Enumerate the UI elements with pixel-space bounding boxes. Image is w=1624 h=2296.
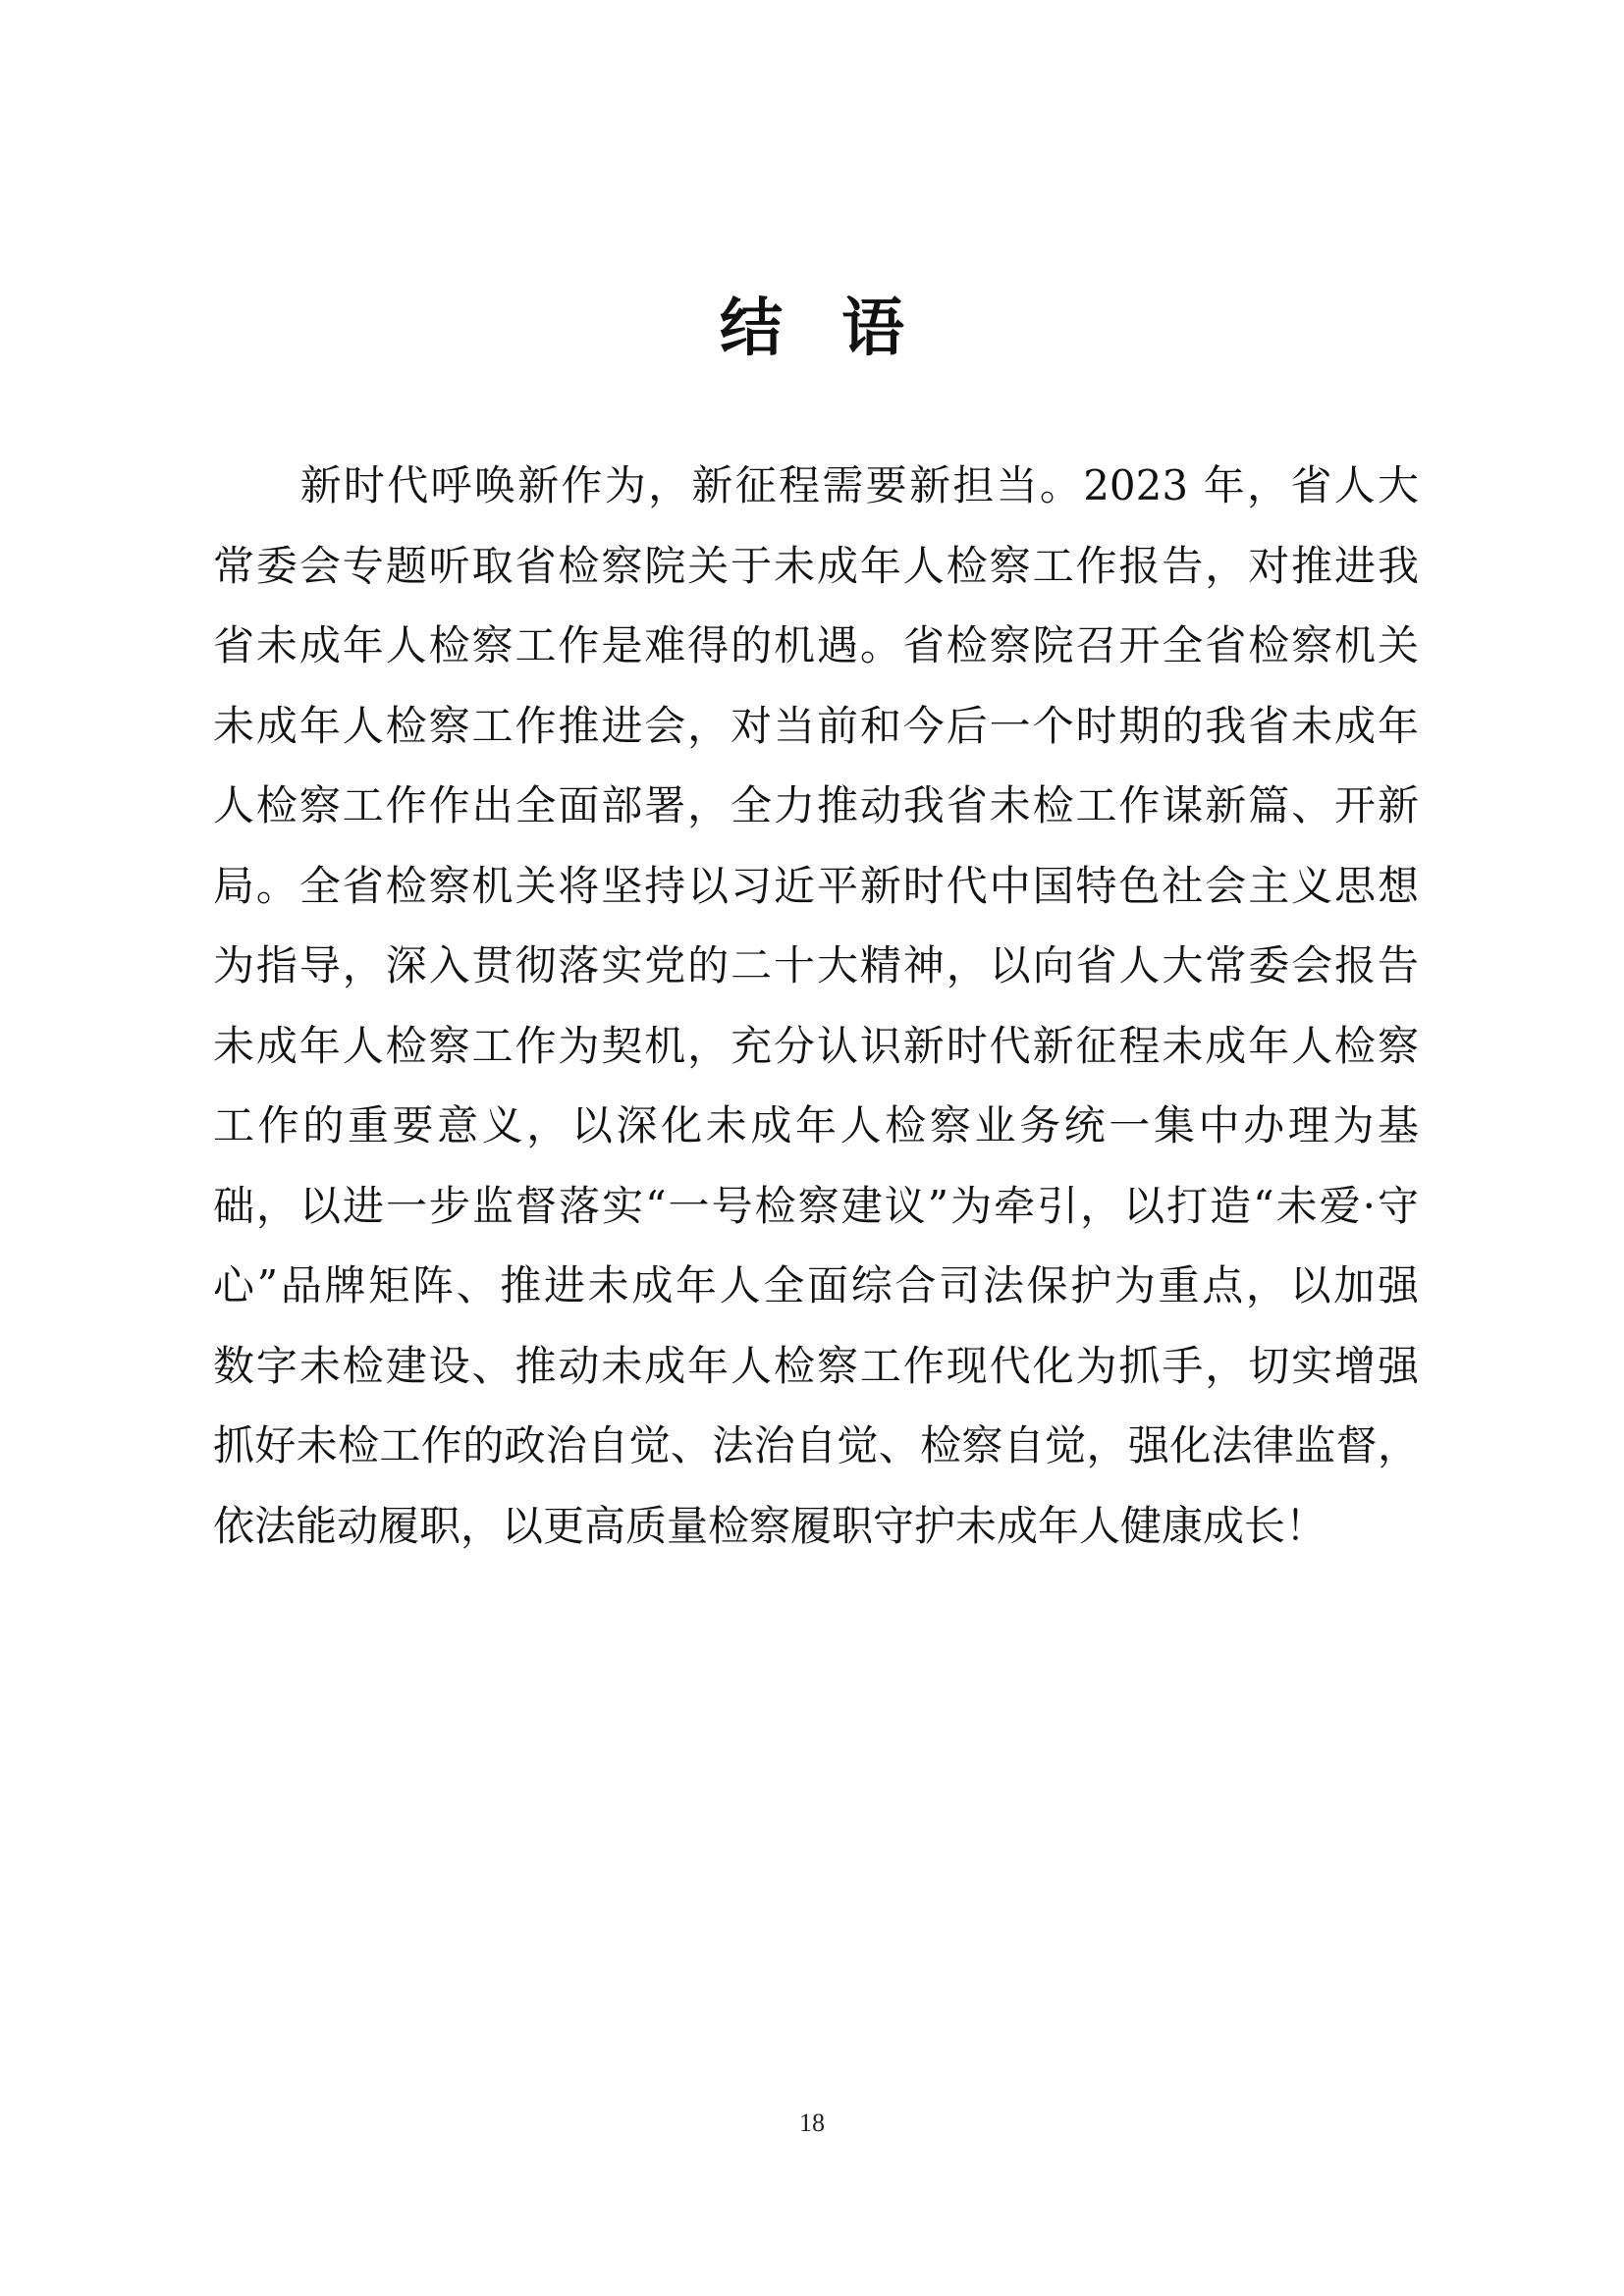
paragraph-line: 常委会专题听取省检察院关于未成年人检察工作报告，对推进我 bbox=[213, 541, 1419, 590]
paragraph-line: 省未成年人检察工作是难得的机遇。省检察院召开全省检察机关 bbox=[213, 621, 1419, 669]
paragraph-line: 局。全省检察机关将坚持以习近平新时代中国特色社会主义思想 bbox=[213, 861, 1419, 910]
paragraph-line: 未成年人检察工作为契机，充分认识新时代新征程未成年人检察 bbox=[213, 1021, 1419, 1070]
paragraph-line: 新时代呼唤新作为，新征程需要新担当。2023 年，省人大 bbox=[213, 461, 1419, 509]
page-title: 结语 bbox=[720, 293, 963, 365]
paragraph-line: 依法能动履职，以更高质量检察履职守护未成年人健康成长！ bbox=[213, 1501, 1327, 1550]
paragraph-line: 心”品牌矩阵、推进未成年人全面综合司法保护为重点，以加强 bbox=[213, 1261, 1419, 1309]
paragraph-line: 人检察工作作出全面部署，全力推动我省未检工作谋新篇、开新 bbox=[213, 781, 1419, 829]
paragraph-line: 工作的重要意义，以深化未成年人检察业务统一集中办理为基 bbox=[213, 1101, 1419, 1149]
paragraph-line: 抓好未检工作的政治自觉、法治自觉、检察自觉，强化法律监督， bbox=[213, 1421, 1419, 1469]
paragraph-line: 础，以进一步监督落实“一号检察建议”为牵引，以打造“未爱·守 bbox=[213, 1181, 1419, 1230]
paragraph-line: 数字未检建设、推动未成年人检察工作现代化为抓手，切实增强 bbox=[213, 1341, 1419, 1390]
paragraph-line: 为指导，深入贯彻落实党的二十大精神，以向省人大常委会报告 bbox=[213, 941, 1419, 989]
paragraph-line: 未成年人检察工作推进会，对当前和今后一个时期的我省未成年 bbox=[213, 701, 1419, 750]
body-paragraph bbox=[213, 446, 1419, 1566]
page-number: 18 bbox=[799, 2109, 825, 2137]
